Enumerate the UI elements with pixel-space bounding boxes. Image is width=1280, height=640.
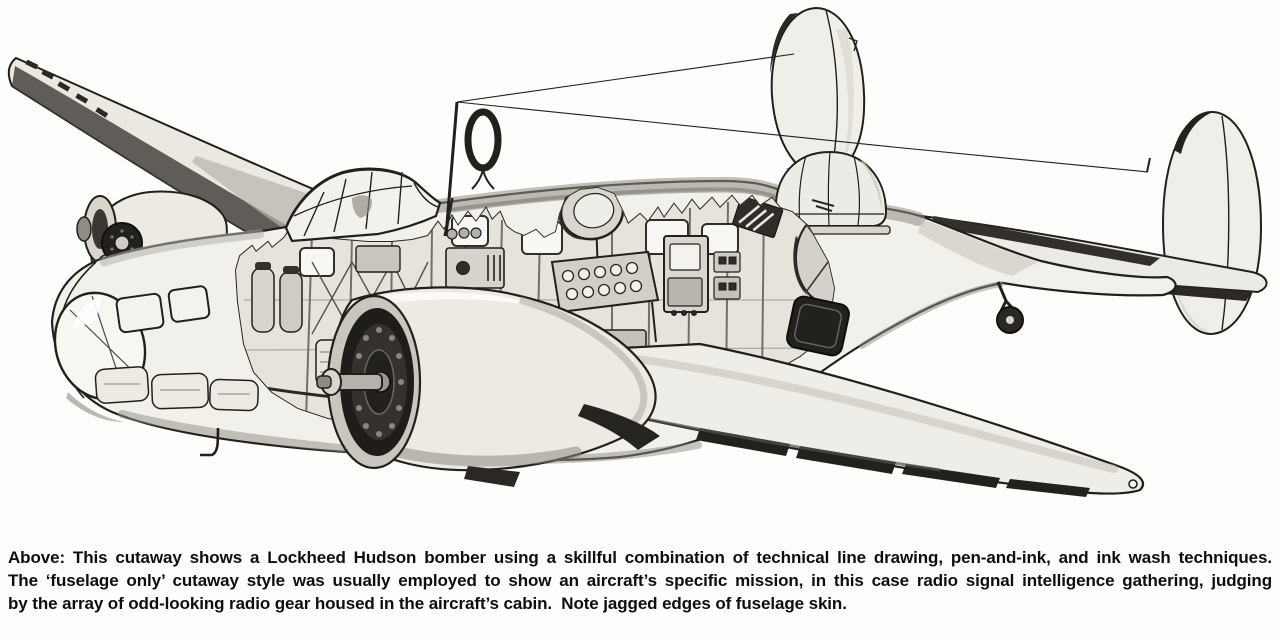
cowl-flap [464, 466, 520, 487]
cabin-door [785, 295, 851, 358]
antenna-wire-1 [457, 54, 794, 102]
far-tail-fin [1163, 112, 1261, 334]
tail-wheel [997, 282, 1023, 333]
wingtip-light [1129, 480, 1137, 488]
caption-line-1: Above: This cutaway shows a Lockheed Hudson bomber using a skillful combination of technical line drawing, pen-and-ink, and ink wash techniques. [8, 548, 1272, 567]
caption-line-2: The ‘fuselage only’ cutaway style was usually employed to show an aircraft’s specific mission, in this case radio signal intelligence gathering, judging [8, 571, 1272, 590]
port-propeller-hub [77, 217, 91, 241]
caption [0, 538, 1280, 615]
df-loop-antenna [468, 112, 498, 168]
caption-line-3: by the array of odd-looking radio gear housed in the aircraft’s cabin. Note jagged edges of fuselage skin. [8, 594, 847, 613]
